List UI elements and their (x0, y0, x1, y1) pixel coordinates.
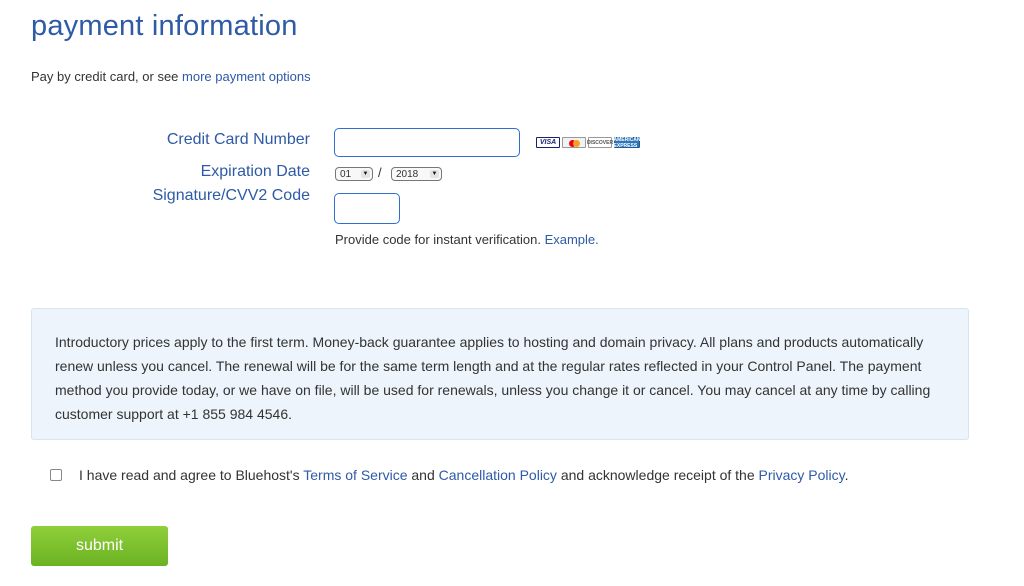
cvv-label: Signature/CVV2 Code (152, 187, 310, 204)
example-link[interactable]: Example. (544, 232, 599, 247)
cancellation-policy-link[interactable]: Cancellation Policy (438, 467, 557, 483)
exp-month-value: 01 (340, 168, 352, 180)
page-title: payment information (31, 10, 298, 42)
terms-of-service-link[interactable]: Terms of Service (303, 467, 408, 483)
agreement-and: and (407, 467, 439, 483)
amex-icon: AMERICAN EXPRESS (613, 136, 641, 149)
cvv-hint (335, 232, 599, 247)
date-separator: / (378, 165, 382, 180)
intro-label: Pay by credit card, or see (31, 69, 183, 84)
agreement-row (50, 467, 849, 483)
agreement-prefix: I have read and agree to Bluehost's (79, 467, 304, 483)
chevron-down-icon: ▼ (431, 171, 438, 177)
agree-checkbox[interactable] (50, 469, 62, 481)
chevron-down-icon: ▼ (362, 171, 369, 177)
discover-icon: DISCOVER (588, 137, 612, 148)
renewal-notice: Introductory prices apply to the first term. Money-back guarantee applies to hosting and domain privacy. All plans and products automatically renew unless you cancel. The renewal will be for the same term length and at the regular rates reflected in your Control Panel. The payment method you provide today, or we have on file, will be used for renewals, unless you change it or cancel. You may cancel at any time by calling customer support at +1 855 984 4546. (31, 308, 969, 440)
submit-button[interactable]: submit (31, 526, 168, 566)
credit-card-number-field[interactable] (334, 128, 520, 157)
agreement-text (79, 467, 849, 483)
credit-card-label: Credit Card Number (166, 131, 310, 148)
privacy-policy-link[interactable]: Privacy Policy (758, 467, 845, 483)
accepted-cards (536, 137, 640, 148)
agreement-suffix: . (844, 467, 849, 483)
visa-icon: VISA (536, 137, 560, 148)
expiration-date-label: Expiration Date (200, 163, 310, 180)
exp-year-value: 2018 (396, 168, 419, 180)
more-payment-options-link[interactable]: more payment options (182, 69, 311, 84)
exp-month-select[interactable] (335, 167, 373, 181)
mastercard-icon (562, 137, 586, 148)
agreement-middle: and acknowledge receipt of the (556, 467, 759, 483)
cvv-field[interactable] (334, 193, 400, 224)
exp-year-select[interactable] (391, 167, 442, 181)
intro-text (31, 69, 311, 84)
cvv-hint-text: Provide code for instant verification. (335, 232, 545, 247)
